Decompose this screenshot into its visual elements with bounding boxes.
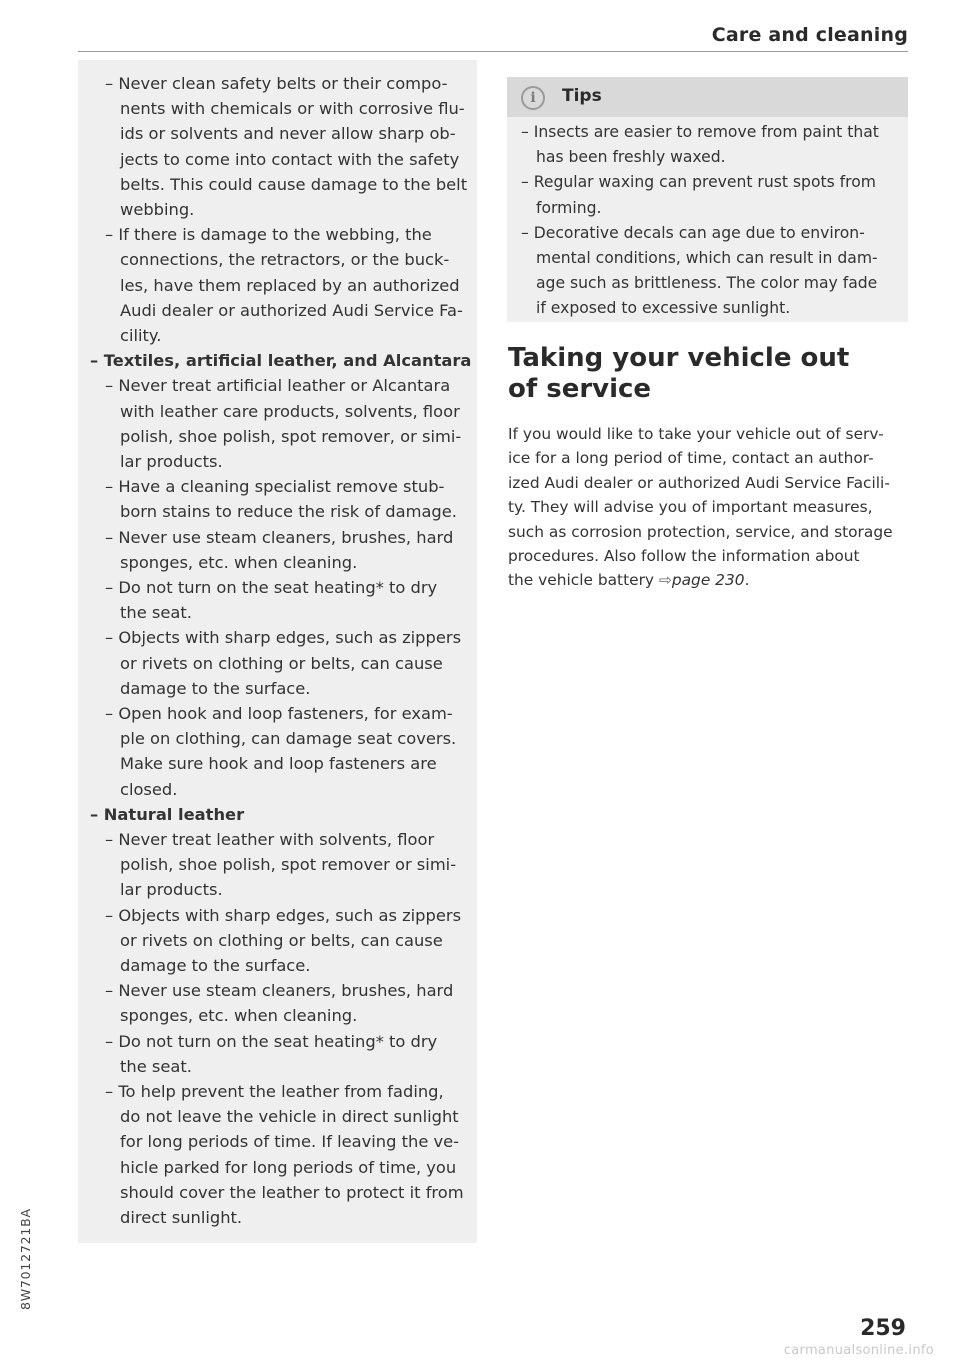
subheading: – Textiles, artificial leather, and Alcantara [90,351,472,371]
list-item-line: polish, shoe polish, spot remover, or simi- [120,426,462,446]
body-line: ty. They will advise you of important measures, [508,498,873,517]
list-item-line: – Never treat artificial leather or Alcantara [105,376,451,396]
list-item-line: connections, the retractors, or the buck- [120,250,450,270]
list-item-line: – To help prevent the leather from fading, [105,1082,444,1101]
list-item-line: the seat. [120,1056,192,1076]
info-icon: i [521,86,545,110]
list-item-line: for long periods of time. If leaving the ve- [120,1132,460,1152]
tips-line: if exposed to excessive sunlight. [536,299,791,318]
list-item-line: – Objects with sharp edges, such as zippers [105,628,462,648]
list-item-line: – Objects with sharp edges, such as zippers [105,905,462,925]
list-item-line: – Never use steam cleaners, brushes, hard [105,527,454,547]
document-code: 8W7012721BA [18,1208,33,1310]
list-item-line: belts. This could cause damage to the belt [120,174,468,194]
body-line: such as corrosion protection, service, and storage [508,522,893,541]
list-item-line: with leather care products, solvents, floor [120,401,460,421]
list-item-line: polish, shoe polish, spot remover or simi- [120,855,457,875]
body-line: ized Audi dealer or authorized Audi Service Facili- [508,473,890,492]
header-divider [78,51,908,52]
list-item-line: do not leave the vehicle in direct sunlight [120,1107,459,1127]
tips-line: – Decorative decals can age due to environ- [521,223,865,242]
page-ref-arrow-icon: ⇨ [658,571,672,590]
list-item-line: born stains to reduce the risk of damage. [120,502,457,522]
list-item-line: damage to the surface. [120,678,311,698]
list-item-line: sponges, etc. when cleaning. [120,1006,358,1026]
list-item-line: direct sunlight. [120,1208,243,1227]
tips-line: has been freshly waxed. [536,148,726,167]
left-column-text [78,60,477,1243]
body-text: the vehicle battery [508,571,659,590]
page-reference-link[interactable]: page 230 [671,571,745,590]
tips-box [507,77,908,322]
list-item-line: damage to the surface. [120,956,311,975]
body-line: If you would like to take your vehicle out of serv- [508,425,884,443]
tips-header [507,77,908,117]
list-item-line: jects to come into contact with the safety [120,149,460,169]
body-line: ice for a long period of time, contact an author- [508,449,874,468]
list-item-line: webbing. [120,200,195,219]
body-line [508,568,749,592]
section-heading-line-1: Taking your vehicle out [508,343,850,373]
tips-line: – Insects are easier to remove from paint that [521,123,879,141]
subheading: – Natural leather [90,804,245,824]
list-item-line: cility. [120,326,162,345]
list-item-line: nents with chemicals or with corrosive flu- [120,99,465,119]
tips-title: Tips [562,86,602,106]
section-heading-line-2: of service [508,374,652,404]
watermark: carmanualsonline.info [783,1343,934,1358]
tips-line: age such as brittleness. The color may fade [536,274,878,293]
list-item-line: should cover the leather to protect it from [120,1182,464,1202]
list-item-line: – Have a cleaning specialist remove stub- [105,477,445,497]
tips-line: mental conditions, which can result in dam- [536,249,878,267]
list-item-line: sponges, etc. when cleaning. [120,552,358,572]
body-line: procedures. Also follow the information about [508,547,860,565]
list-item-line: les, have them replaced by an authorized [120,275,460,295]
tips-line: – Regular waxing can prevent rust spots from [521,173,876,192]
list-item-line: Audi dealer or authorized Audi Service Fa- [120,300,463,320]
list-item-line: ids or solvents and never allow sharp ob- [120,124,456,144]
list-item-line: or rivets on clothing or belts, can cause [120,930,443,950]
list-item-line: Make sure hook and loop fasteners are [120,754,437,774]
list-item-line: the seat. [120,603,192,623]
list-item-line: or rivets on clothing or belts, can cause [120,653,443,673]
list-item-line: hicle parked for long periods of time, you [120,1157,457,1177]
list-item-line: closed. [120,779,178,799]
list-item-line: – Never use steam cleaners, brushes, hard [105,981,454,1001]
page-header-title: Care and cleaning [711,24,908,46]
left-column-panel [78,60,477,1243]
list-item-line: – Open hook and loop fasteners, for exam- [105,704,453,723]
list-item-line: – Never clean safety belts or their compo- [105,74,448,93]
list-item-line: lar products. [120,452,223,471]
list-item-line: lar products. [120,880,223,900]
list-item-line: – Do not turn on the seat heating* to dry [105,1031,438,1051]
tips-line: forming. [536,198,602,217]
list-item-line: – Do not turn on the seat heating* to dry [105,578,438,597]
list-item-line: – Never treat leather with solvents, floor [105,830,435,849]
page-number: 259 [860,1316,906,1341]
body-text: . [744,571,750,590]
list-item-line: – If there is damage to the webbing, the [105,225,432,245]
list-item-line: ple on clothing, can damage seat covers. [120,729,457,749]
